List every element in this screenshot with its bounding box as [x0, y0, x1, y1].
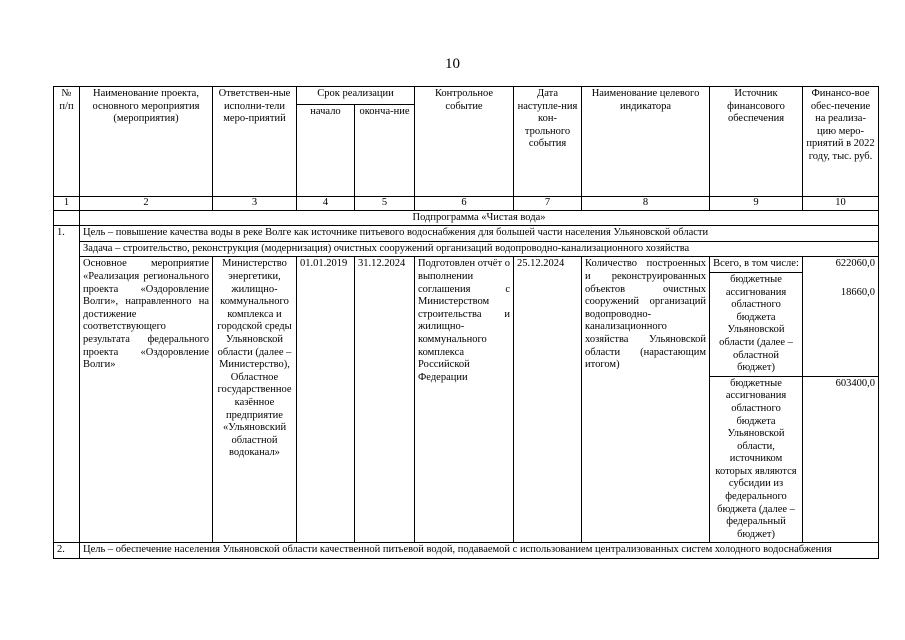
funding-sources — [710, 257, 803, 376]
header-start: начало — [297, 105, 355, 197]
funding-source-regional: бюджетные ассигнования областного бюджета Ульяновской области (далее – областной бюджет) — [719, 273, 793, 374]
page-number: 10 — [445, 56, 460, 72]
column-number: 10 — [803, 197, 879, 211]
column-number: 4 — [297, 197, 355, 211]
funding-amount-total: 622060,0 — [835, 258, 876, 270]
column-number: 8 — [582, 197, 710, 211]
task-text: Задача – строительство, реконструкция (модернизация) очистных сооружений организаций водопроводно-канализационного хозяйства — [80, 241, 879, 257]
header-responsible: Ответствен-ные исполни-тели меро-приятий — [213, 87, 297, 197]
header-funding-amount: Финансо-вое обес-печение на реализа-цию меро-приятий в 2022 году, тыс. руб. — [803, 87, 879, 197]
column-number: 1 — [54, 197, 80, 211]
funding-source-federal: бюджетные ассигнования областного бюджета Ульяновской области, источником которых являются субсидии из федерального бюджета (далее – федеральный бюджет) — [710, 376, 803, 543]
activity-row — [54, 257, 879, 376]
column-number: 7 — [514, 197, 582, 211]
header-end: оконча-ние — [355, 105, 415, 197]
responsible-executors: Министерство энергетики, жилищно-коммунального комплекса и городской среды Ульяновской области (далее – Министерство), Областное государственное казённое предприятие «Ульяновский областной водоканал» — [213, 257, 297, 543]
header-number: № п/п — [54, 87, 80, 197]
column-number: 9 — [710, 197, 803, 211]
funding-source-total: Всего, в том числе: — [710, 257, 802, 273]
header-project-name: Наименование проекта, основного мероприятия (мероприятия) — [80, 87, 213, 197]
header-funding-source: Источник финансового обеспечения — [710, 87, 803, 197]
header-indicator: Наименование целевого индикатора — [582, 87, 710, 197]
header-period: Срок реализации — [297, 87, 415, 105]
task-row — [54, 241, 879, 257]
funding-amount-federal: 603400,0 — [803, 376, 879, 543]
row-number: 1. — [54, 226, 80, 543]
header-row — [54, 87, 879, 105]
column-number: 2 — [80, 197, 213, 211]
goal-text-2: Цель – обеспечение населения Ульяновской области качественной питьевой водой, подаваемой с использованием централизованных систем холодного водоснабжения — [80, 543, 879, 559]
control-event: Подготовлен отчёт о выполнении соглашения с Министерством строительства и жилищно-коммунального комплекса Российской Федерации — [415, 257, 514, 543]
column-number-row — [54, 197, 879, 211]
project-name: Основное мероприятие «Реализация регионального проекта «Оздоровление Волги», направленного на достижение соответствующего результата федерального проекта «Оздоровление Волги» — [80, 257, 213, 543]
header-event-date: Дата наступле-ния кон-трольного события — [514, 87, 582, 197]
row-number: 2. — [54, 543, 80, 559]
column-number: 6 — [415, 197, 514, 211]
column-number: 3 — [213, 197, 297, 211]
goal-row-2 — [54, 543, 879, 559]
funding-amount-regional: 18660,0 — [840, 287, 876, 299]
goal-row — [54, 226, 879, 242]
end-date: 31.12.2024 — [355, 257, 415, 543]
activities-table — [53, 86, 879, 559]
start-date: 01.01.2019 — [297, 257, 355, 543]
target-indicator: Количество построенных и реконструированных объектов очистных сооружений организаций водопроводно-канализационного хозяйства Ульяновской области (нарастающим итогом) — [582, 257, 710, 543]
subprogram-row — [54, 210, 879, 226]
header-control-event: Контрольное событие — [415, 87, 514, 197]
funding-amounts — [803, 257, 879, 376]
subprogram-title: Подпрограмма «Чистая вода» — [80, 210, 879, 226]
event-date: 25.12.2024 — [514, 257, 582, 543]
column-number: 5 — [355, 197, 415, 211]
goal-text: Цель – повышение качества воды в реке Волге как источнике питьевого водоснабжения для большей части населения Ульяновской области — [80, 226, 879, 242]
